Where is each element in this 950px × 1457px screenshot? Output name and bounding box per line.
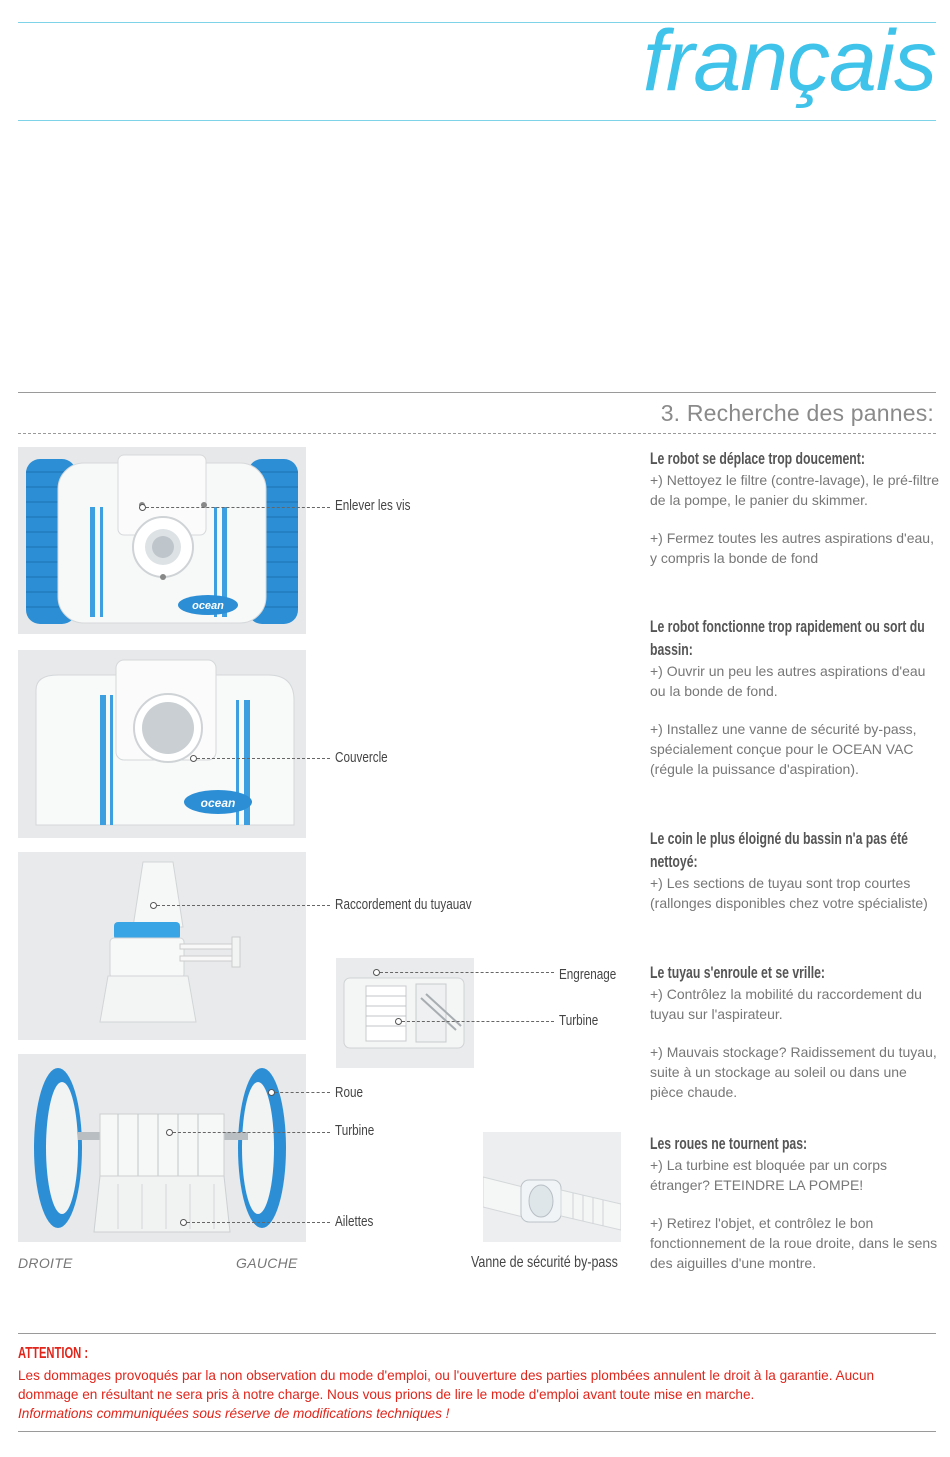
label-engrenage: Engrenage (559, 966, 617, 983)
photo-raccordement (18, 852, 306, 1040)
faq-answer: +) Les sections de tuyau sont trop courtes (rallonges disponibles chez votre spécialiste) (650, 875, 928, 911)
faq-answer: +) Ouvrir un peu les autres aspirations d'eau ou la bonde de fond. (650, 663, 926, 699)
warning-bottom-rule (18, 1431, 936, 1432)
faq-item-4 (650, 961, 940, 1102)
callout-line-raccordement (157, 905, 330, 906)
header-top-rule (18, 22, 936, 23)
faq-item-2 (650, 615, 940, 779)
photo-engrenage (336, 958, 474, 1068)
warning-title: ATTENTION : (18, 1345, 89, 1362)
faq-answer: +) Contrôlez la mobilité du raccordement du tuyau sur l'aspirateur. (650, 986, 922, 1022)
photo-robot-top (18, 447, 306, 634)
callout-line-ailettes (187, 1222, 330, 1223)
callout-dot-ailettes (180, 1219, 187, 1226)
caption-gauche: GAUCHE (236, 1255, 298, 1271)
section-dashed-rule (18, 433, 936, 434)
faq-question: Le robot fonctionne trop rapidement ou sort du bassin: (650, 617, 925, 659)
warning-text: Les dommages provoqués par la non observation du mode d'emploi, ou l'ouverture des parties plombées annulent le droit à la garantie. Aucun dommage en résultant ne sera pris à notre charge. Nous vous prions de lire le mode d'emploi avant toute mise en marche. (18, 1368, 875, 1402)
faq-answer: +) Mauvais stockage? Raidissement du tuyau, suite à un stockage au soleil ou dans une pièce chaude. (650, 1044, 937, 1100)
faq-answer: +) Nettoyez le filtre (contre-lavage), le pré-filtre de la pompe, le panier du skimmer. (650, 472, 940, 508)
faq-answer: +) La turbine est bloquée par un corps étranger? ETEINDRE LA POMPE! (650, 1157, 887, 1193)
callout-dot-roue (268, 1089, 275, 1096)
label-turbine-bottom: Turbine (335, 1122, 375, 1139)
label-roue: Roue (335, 1084, 363, 1101)
faq-item-5 (650, 1132, 940, 1273)
callout-dot-vis (139, 504, 146, 511)
faq-item-1 (650, 447, 940, 568)
callout-dot-turbine-top (395, 1018, 402, 1025)
photo-roues (18, 1054, 306, 1242)
header-bottom-rule (18, 120, 936, 121)
warning-note: Informations communiquées sous réserve de modifications techniques ! (18, 1406, 450, 1421)
faq-answer: +) Installez une vanne de sécurité by-pass, spécialement conçue pour le OCEAN VAC (régule la puissance d'aspiration). (650, 721, 917, 777)
callout-dot-raccordement (150, 902, 157, 909)
faq-question: Les roues ne tournent pas: (650, 1134, 808, 1153)
photo-couvercle (18, 650, 306, 838)
ocean-logo: ocean (192, 600, 224, 612)
label-ailettes: Ailettes (335, 1213, 374, 1230)
warning-top-rule (18, 1333, 936, 1334)
label-enlever-vis: Enlever les vis (335, 497, 411, 514)
faq-answer: +) Retirez l'objet, et contrôlez le bon fonctionnement de la roue droite, dans le sens des aiguilles d'une montre. (650, 1215, 938, 1271)
faq-question: Le tuyau s'enroule et se vrille: (650, 963, 826, 982)
label-raccordement: Raccordement du tuyauav (335, 896, 472, 913)
callout-line-vis (146, 507, 330, 508)
callout-line-engrenage (380, 972, 554, 973)
callout-dot-engrenage (373, 969, 380, 976)
faq-question: Le coin le plus éloigné du bassin n'a pas été nettoyé: (650, 829, 908, 871)
language-title: français (642, 13, 936, 109)
section-title: 3. Recherche des pannes: (660, 400, 934, 426)
caption-droite: DROITE (18, 1255, 73, 1271)
callout-line-couvercle (197, 758, 330, 759)
label-couvercle: Couvercle (335, 749, 388, 766)
warning-body (18, 1366, 936, 1423)
callout-dot-couvercle (190, 755, 197, 762)
callout-line-turbine-top (402, 1021, 554, 1022)
section-top-rule (18, 392, 936, 393)
faq-answer: +) Fermez toutes les autres aspirations d'eau, y compris la bonde de fond (650, 530, 934, 566)
faq-item-3 (650, 827, 940, 913)
callout-line-turbine-bottom (173, 1132, 330, 1133)
callout-line-roue (275, 1092, 330, 1093)
photo-vanne (483, 1132, 621, 1242)
label-turbine-top: Turbine (559, 1012, 599, 1029)
faq-question: Le robot se déplace trop doucement: (650, 449, 865, 468)
label-vanne: Vanne de sécurité by-pass (471, 1254, 618, 1271)
svg-text:ocean: ocean (200, 796, 236, 810)
callout-dot-turbine-bottom (166, 1129, 173, 1136)
